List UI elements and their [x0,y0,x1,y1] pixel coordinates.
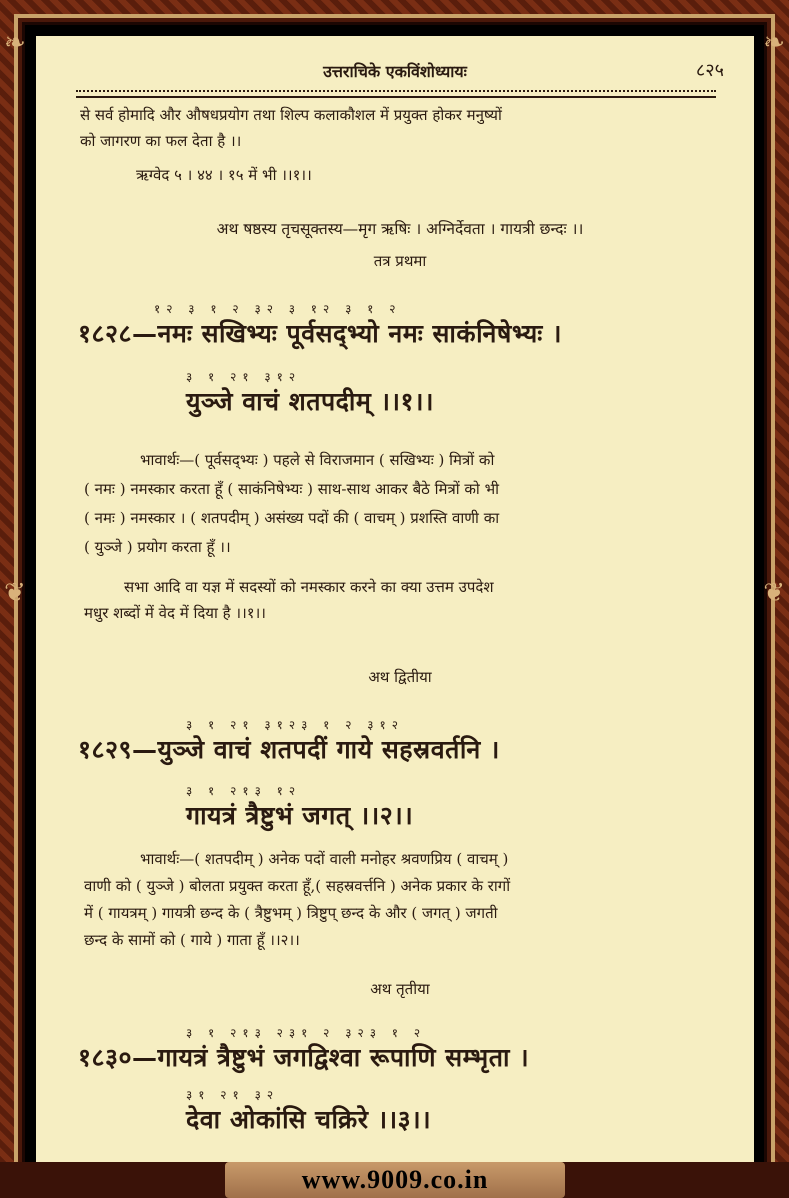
section-heading: अथ षष्ठस्य तृचसूक्तस्य—मृग ऋषिः । अग्निर्देवता । गायत्री छन्दः ।। [216,220,584,238]
accent-marks: ३ १ २१ ३१२३ १ २ ३१२ [186,718,405,732]
verse-line: १८२८—नमः सखिभ्यः पूर्वसद्भ्यो नमः साकंनिषेभ्यः । [78,319,562,348]
intro-line: से सर्व होमादि और औषधप्रयोग तथा शिल्प कलाकौशल में प्रयुक्त होकर मनुष्यों [80,106,502,124]
verse-line: १८२९—युञ्जे वाचं शतपदीं गाये सहस्रवर्तनि । [78,735,500,764]
commentary-line: ( युञ्जे ) प्रयोग करता हूँ ।। [84,538,231,556]
page-header [36,56,754,86]
explanatory-note [84,574,724,626]
verse-heading: अथ द्वितीया [368,668,432,686]
note-line: मधुर शब्दों में वेद में दिया है ।।१।। [84,604,266,622]
verse-heading: तत्र प्रथमा [373,252,427,270]
commentary-line: ( नमः ) नमस्कार करता हूँ ( साकंनिषेभ्यः ) साथ-साथ आकर बैठे मित्रों को भी [84,480,500,498]
commentary [84,446,724,562]
flourish-icon: ❧ [4,28,26,58]
commentary-line: छन्द के सामों को ( गाये ) गाता हूँ ।।२।। [84,931,300,949]
reference-line: ऋग्वेद ५ । ४४ । १५ में भी ।।१।। [136,166,312,184]
note-line: सभा आदि वा यज्ञ में सदस्यों को नमस्कार करने का क्या उत्तम उपदेश [124,578,494,596]
accent-marks: ३ १ २१ ३१२ [186,370,302,384]
chapter-title: उत्तराचिके एकविंशोध्यायः [323,62,467,81]
commentary-line: ( नमः ) नमस्कार । ( शतपदीम् ) असंख्य पदों की ( वाचम् ) प्रशस्ति वाणी का [84,509,500,527]
book-page [36,36,754,1162]
header-divider [76,90,716,98]
page-number: ८२५ [695,60,724,81]
intro-paragraph [80,102,720,154]
commentary-line: भावार्थः—( शतपदीम् ) अनेक पदों वाली मनोहर श्रवणप्रिय ( वाचम् ) [140,850,509,868]
accent-marks: १२ ३ १ २ ३२ ३ १२ ३ १ २ [154,302,402,316]
flourish-icon: ❦ [763,578,785,608]
commentary-line: भावार्थः—( पूर्वसद्भ्यः ) पहले से विराजमान ( सखिभ्यः ) मित्रों को [140,451,495,469]
verse-heading: अथ तृतीया [370,980,430,998]
commentary-line: में ( गायत्रम् ) गायत्री छन्द के ( त्रैष्टुभम् ) त्रिष्टुप् छन्द के और ( जगत् ) जगती [84,904,498,922]
verse-line: देवा ओकांसि चक्रिरे ।।३।। [186,1105,432,1134]
verse-line: युञ्जे वाचं शतपदीम् ।।१।। [186,387,434,416]
flourish-icon: ❦ [4,578,26,608]
commentary [84,846,724,954]
website-link[interactable]: www.9009.co.in [225,1162,565,1198]
commentary-line: वाणी को ( युञ्जे ) बोलता प्रयुक्त करता हूँ,( सहस्रवर्त्तनि ) अनेक प्रकार के रागों [84,877,511,895]
accent-marks: ३ १ २१३ १२ [186,784,302,798]
verse-line: गायत्रं त्रैष्टुभं जगत् ।।२।। [186,801,414,830]
accent-marks: ३ १ २१३ २३१ २ ३२३ १ २ [186,1026,427,1040]
accent-marks: ३१ २१ ३२ [186,1088,280,1102]
flourish-icon: ❧ [763,28,785,58]
intro-line: को जागरण का फल देता है ।। [80,132,242,150]
verse-line: १८३०—गायत्रं त्रैष्टुभं जगद्विश्वा रूपाणि सम्भृता । [78,1043,530,1072]
